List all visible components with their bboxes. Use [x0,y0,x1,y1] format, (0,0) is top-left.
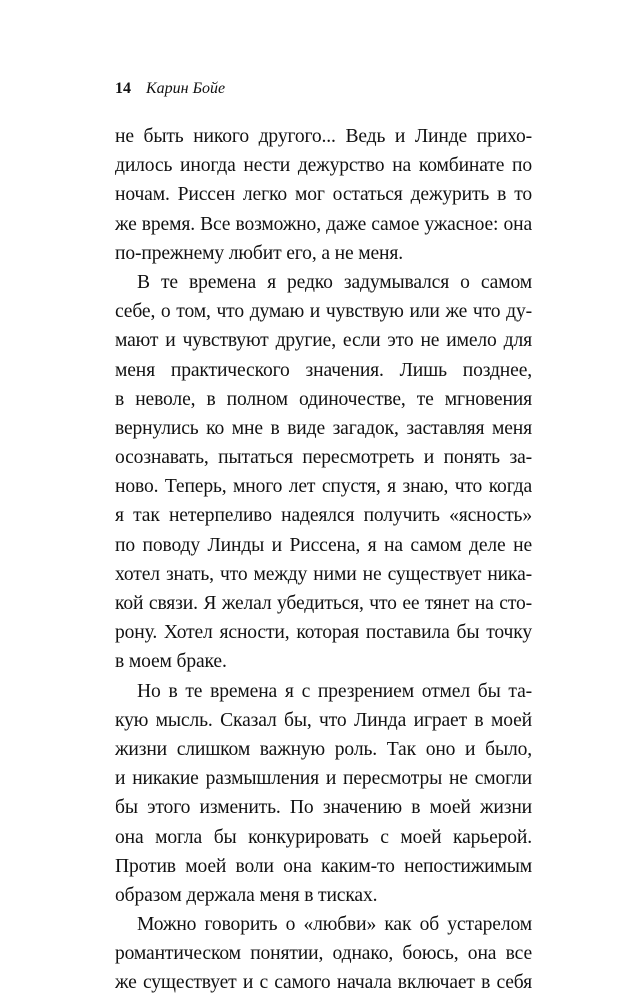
text-line: по поводу Линды и Риссена, я на самом деле не [115,534,532,556]
text-line: мают и чувствуют другие, если это не имело для [115,330,532,352]
text-line: кой связи. Я желал убедиться, что ее тянет на сто- [115,593,532,614]
text-line: в неволе, в полном одиночестве, те мгновения [115,388,532,410]
body-text [115,122,532,998]
text-line: ночам. Риссен легко мог остаться дежурить в то [115,184,532,206]
text-line: осознавать, пытаться пересмотреть и понять за- [115,447,532,469]
text-line: образом держала меня в тисках. [115,884,378,906]
text-line: жизни слишком важную роль. Так оно и было, [115,738,532,760]
text-line: я так нетерпеливо надеялся получить «ясность» [115,505,532,527]
text-line: вернулись ко мне в виде загадок, заставляя меня [115,417,532,439]
text-line: рону. Хотел ясности, которая поставила бы точку [115,622,532,644]
text-line: бы этого изменить. По значению в моей жизни [115,797,532,819]
running-head-author: Карин Бойе [146,80,226,97]
text-line: романтическом понятии, однако, боюсь, она все [115,943,532,965]
text-line: и никакие размышления и пересмотры не смогли [115,768,532,790]
text-line: в моем браке. [115,651,227,673]
text-line: Против моей воли она каким-то непостижимым [115,855,532,877]
page-number: 14 [115,80,131,97]
text-line: же время. Все возможно, даже самое ужасное: она [115,213,532,235]
text-line: дилось иногда нести дежурство на комбинате по [115,155,532,177]
text-line: себе, о том, что думаю и чувствую или же что ду- [115,301,532,323]
running-head [115,79,225,99]
text-line: по-прежнему любит его, а не меня. [115,242,403,264]
text-line: кую мысль. Сказал бы, что Линда играет в моей [115,709,532,731]
text-line: Можно говорить о «любви» как об устарелом [137,914,532,936]
text-line: же существует и с самого начала включает в себя [115,972,532,994]
text-line: не быть никого другого... Ведь и Линде прихо- [115,126,532,147]
text-line: ново. Теперь, много лет спустя, я знаю, что когда [115,476,532,498]
text-line: В те времена я редко задумывался о самом [137,271,532,293]
text-line: Но в те времена я с презрением отмел бы та- [137,680,532,702]
text-line: она могла бы конкурировать с моей карьерой. [115,826,532,848]
text-line: хотел знать, что между ними не существует ника- [115,563,532,585]
text-line: меня практического значения. Лишь позднее, [115,359,532,381]
